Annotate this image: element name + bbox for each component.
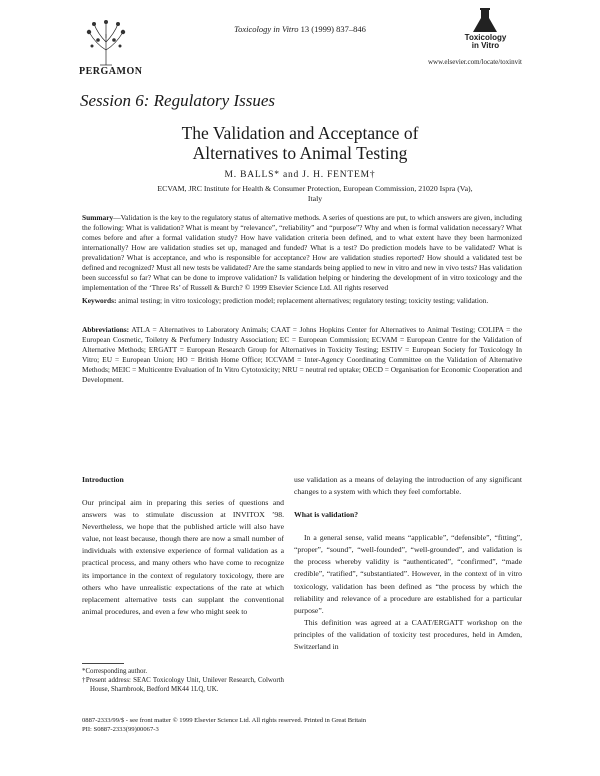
journal-logo-text: [448, 34, 523, 50]
journal-url[interactable]: www.elsevier.com/locate/toxinvit: [427, 58, 522, 66]
journal-name: Toxicology in Vitro: [234, 24, 299, 34]
footnote-rule: [82, 663, 124, 664]
keywords: [82, 296, 522, 306]
article-title: [0, 123, 600, 163]
summary: [82, 213, 522, 293]
introduction-heading: Introduction: [82, 475, 124, 484]
footnote-present-address: †Present address: SEAC Toxicology Unit, Unilever Research, Colworth House, Sharnbrook, Bedford MK44 1LQ, UK.: [82, 677, 284, 694]
keywords-label: Keywords:: [82, 296, 117, 305]
keywords-text: animal testing; in vitro toxicology; prediction model; replacement alternatives; regulatory testing; toxicity testing; validation.: [118, 296, 489, 305]
publisher-name: PERGAMON: [79, 66, 143, 77]
abbreviations-text: ATLA = Alternatives to Laboratory Animals; CAAT = Johns Hopkins Center for Alternatives to Animal Testing; COLIPA = the European Cosmetic, Toiletry & Perfumery Industry Association; EC = European Commission; ECVAM = European Centre for the Validation of Alternative Methods; ERGATT = European Research Group for Alternatives in Toxicity Testing; ESTIV = European Society for Toxicology In Vitro; EU = European Union; HO = British Home Office; ICCVAM = Inter-Agency Coordinating Committee on the Validation of Alternative Methods; MEIC = Multicentre Evaluation of In Vitro Cytotoxicity; NRU = neutral red uptake; OECD = Organisation for Economic Cooperation and Development.: [82, 325, 522, 384]
summary-label: Summary: [82, 213, 114, 222]
validation-para-1: In a general sense, valid means “applicable”, “defensible”, “fitting”, “proper”, “sound”, “well-founded”, “well-grounded”, and validation is the process whereby validity is “authenticated”, “confirmed”, “made credible”, “ratified”, “substantiated”. However, in the context of in vitro toxicology, validation has been defined as “the process by which the reliability and relevance of a procedure are established for a particular purpose”.: [294, 533, 522, 615]
abbreviations-label: Abbreviations:: [82, 325, 130, 334]
summary-text: —Validation is the key to the regulatory status of alternative methods. A series of questions are put, to which answers are given, including the following: What is validation? What is meant by “relevance”, “reliability” and “purpose”? Why and when is formal validation necessary? What comes before and after a formal validation study? How have validation criteria been defined, and to what extent have they been harmonized internationally? How are validation studies set up, managed and funded? What is a test? Do prediction models have to be validated? What is prevalidation? What is acceptance, and who is responsible for acceptance? How are validation studies reported? How should a validated test be defined and recognized? Must all new tests be validated? Are the same standards being applied to new in vitro and new in vivo tests? Has validation been successful so far? What can be done to improve validation? Is validation helping or hindering the development of in vitro toxicology and the implementation of the ‘Three Rs’ of Russell & Burch? © 1999 Elsevier Science Ltd. All rights reserved: [82, 213, 522, 292]
journal-logo-line1: Toxicology: [464, 33, 507, 42]
journal-volume-pages: 13 (1999) 837–846: [300, 24, 366, 34]
abbreviations: [82, 325, 522, 385]
title-line-1: The Validation and Acceptance of: [181, 123, 419, 143]
title-line-2: Alternatives to Animal Testing: [192, 143, 408, 163]
footnote-corresponding: *Corresponding author.: [82, 668, 148, 675]
session-heading: Session 6: Regulatory Issues: [80, 91, 276, 110]
affiliation: ECVAM, JRC Institute for Health & Consumer Protection, European Commission, 21020 Ispra (Va), Italy: [157, 184, 473, 203]
validation-para-2: This definition was agreed at a CAAT/ERGATT workshop on the principles of the validation of toxicity test procedures, held in Amden, Switzerland in: [294, 617, 522, 652]
journal-logo-line2: in Vitro: [471, 41, 500, 50]
copyright-line: 0887-2333/99/$ - see front matter © 1999 Elsevier Science Ltd. All rights reserved. Printed in Great Britain: [82, 717, 367, 724]
what-is-validation-heading: What is validation?: [294, 510, 359, 520]
article-identifiers: [82, 716, 366, 734]
footnotes: [82, 667, 284, 695]
introduction-text: Our principal aim in preparing this series of questions and answers was to stimulate discussion at INVITOX ’98. Nevertheless, we hope that the published article will also have value, not least because, though there are now a small number of individuals with extensive experience of formal validation as a practical process, and many others who have come to recognize its importance in the context of regulatory toxicology, there are others who have unrealistic expectations of the rate at which replacement alternative tests can supplant the conventional animal procedures, and even a few who might seek to: [82, 498, 284, 616]
right-column: [294, 474, 522, 653]
pii-line: PII: S0887-2333(99)00067-3: [82, 726, 159, 733]
left-column: [82, 474, 284, 618]
authors: M. BALLS* and J. H. FENTEM†: [224, 170, 376, 180]
continuation-text: use validation as a means of delaying the introduction of any significant changes to a system with which they feel comfortable.: [294, 475, 522, 497]
